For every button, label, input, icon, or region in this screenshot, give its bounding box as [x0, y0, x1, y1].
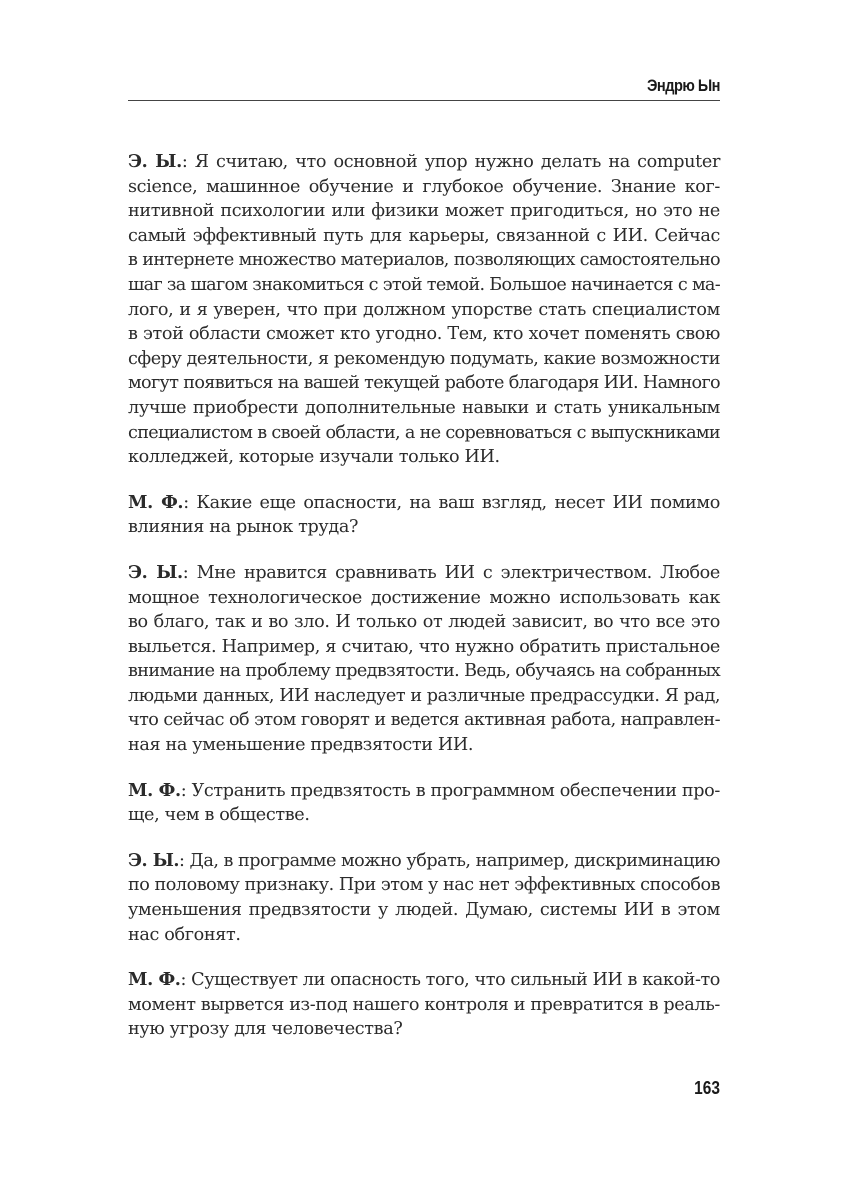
text-line — [128, 396, 720, 421]
text-line — [128, 561, 720, 586]
line-text: нас обгонят. — [128, 924, 241, 945]
line-text: мощное технологическое достижение можно использовать как — [128, 587, 720, 608]
text-line — [128, 923, 720, 948]
line-text: колледжей, которые изучали только ИИ. — [128, 447, 500, 468]
line-text: : Да, в программе можно убрать, например, дискриминацию — [179, 850, 720, 871]
dialogue-paragraph — [128, 561, 720, 758]
page-number: 163 — [694, 1078, 720, 1098]
text-line — [128, 199, 720, 224]
text-line — [128, 150, 720, 175]
dialogue-paragraph — [128, 779, 720, 828]
text-line — [128, 993, 720, 1018]
speaker-label: Э. Ы. — [128, 849, 180, 871]
text-line — [128, 175, 720, 200]
interview-body — [128, 150, 720, 1063]
line-text: : Я считаю, что основной упор нужно делать на computer — [181, 152, 720, 172]
line-text: лучше приобрести дополнительные навыки и стать уникальным — [128, 397, 720, 418]
line-text: нитивной психологии или физики может пригодиться, но это не — [128, 201, 720, 222]
dialogue-paragraph — [128, 968, 720, 1042]
line-text: ще, чем в обществе. — [128, 805, 310, 826]
text-line — [128, 803, 720, 828]
line-text: science, машинное обучение и глубокое обучение. Знание ког- — [128, 176, 720, 197]
speaker-label: М. Ф. — [128, 969, 181, 991]
text-line — [128, 635, 720, 660]
text-line — [128, 248, 720, 273]
text-line — [128, 371, 720, 396]
running-head-author: Эндрю Ын — [646, 76, 720, 95]
line-text: внимание на проблему предвзятости. Ведь, обучаясь на собранных — [128, 661, 720, 682]
dialogue-paragraph — [128, 849, 720, 947]
line-text: во благо, так и во зло. И только от людей зависит, во что все это — [128, 612, 720, 633]
line-text: в интернете множество материалов, позволяющих самостоятельно — [128, 250, 720, 271]
line-text: сферу деятельности, я рекомендую подумать, какие возможности — [128, 348, 720, 369]
text-line — [128, 659, 720, 684]
text-line — [128, 273, 720, 298]
speaker-label: Э. Ы. — [128, 151, 182, 172]
line-text: шаг за шагом знакомиться с этой темой. Большое начинается с ма- — [128, 274, 720, 295]
line-text: : Устранить предвзятость в программном обеспечении про- — [180, 780, 720, 801]
text-line — [128, 347, 720, 372]
text-line — [128, 708, 720, 733]
text-line — [128, 849, 720, 874]
text-line — [128, 445, 720, 470]
line-text: по половому признаку. При этом у нас нет эффективных способов — [128, 875, 720, 896]
text-line — [128, 1017, 720, 1042]
text-line — [128, 491, 720, 516]
speaker-label: М. Ф. — [128, 491, 184, 513]
line-text: уменьшения предвзятости у людей. Думаю, системы ИИ в этом — [128, 900, 720, 921]
line-text: выльется. Например, я считаю, что нужно обратить пристальное — [128, 636, 720, 657]
line-text: лого, и я уверен, что при должном упорстве стать специалистом — [128, 299, 720, 320]
text-line — [128, 610, 720, 635]
dialogue-paragraph — [128, 491, 720, 540]
speaker-label: Э. Ы. — [128, 561, 183, 583]
text-line — [128, 322, 720, 347]
text-line — [128, 873, 720, 898]
text-line — [128, 779, 720, 804]
dialogue-paragraph — [128, 150, 720, 470]
line-text: ную угрозу для человечества? — [128, 1019, 403, 1040]
line-text: : Существует ли опасность того, что сильный ИИ в какой-то — [180, 970, 720, 991]
line-text: могут появиться на вашей текущей работе благодаря ИИ. Намного — [128, 373, 720, 394]
line-text: ная на уменьшение предвзятости ИИ. — [128, 735, 474, 756]
line-text: самый эффективный путь для карьеры, связанной с ИИ. Сейчас — [128, 225, 720, 246]
line-text: в этой области сможет кто угодно. Тем, кто хочет поменять свою — [128, 324, 720, 345]
speaker-label: М. Ф. — [128, 779, 181, 801]
text-line — [128, 968, 720, 993]
line-text: специалистом в своей области, а не соревноваться с выпускниками — [128, 422, 720, 443]
line-text: момент вырвется из-под нашего контроля и превратится в реаль- — [128, 994, 720, 1015]
text-line — [128, 733, 720, 758]
text-line — [128, 515, 720, 540]
line-text: что сейчас об этом говорят и ведется активная работа, направлен- — [128, 710, 720, 731]
text-line — [128, 586, 720, 611]
line-text: людьми данных, ИИ наследует и различные предрассудки. Я рад, — [128, 685, 720, 706]
text-line — [128, 421, 720, 446]
text-line — [128, 898, 720, 923]
line-text: влияния на рынок труда? — [128, 517, 359, 538]
line-text: : Какие еще опасности, на ваш взгляд, несет ИИ помимо — [183, 492, 720, 513]
text-line — [128, 298, 720, 323]
header-rule — [128, 100, 720, 101]
text-line — [128, 224, 720, 249]
text-line — [128, 684, 720, 709]
line-text: : Мне нравится сравнивать ИИ с электричеством. Любое — [182, 562, 720, 583]
